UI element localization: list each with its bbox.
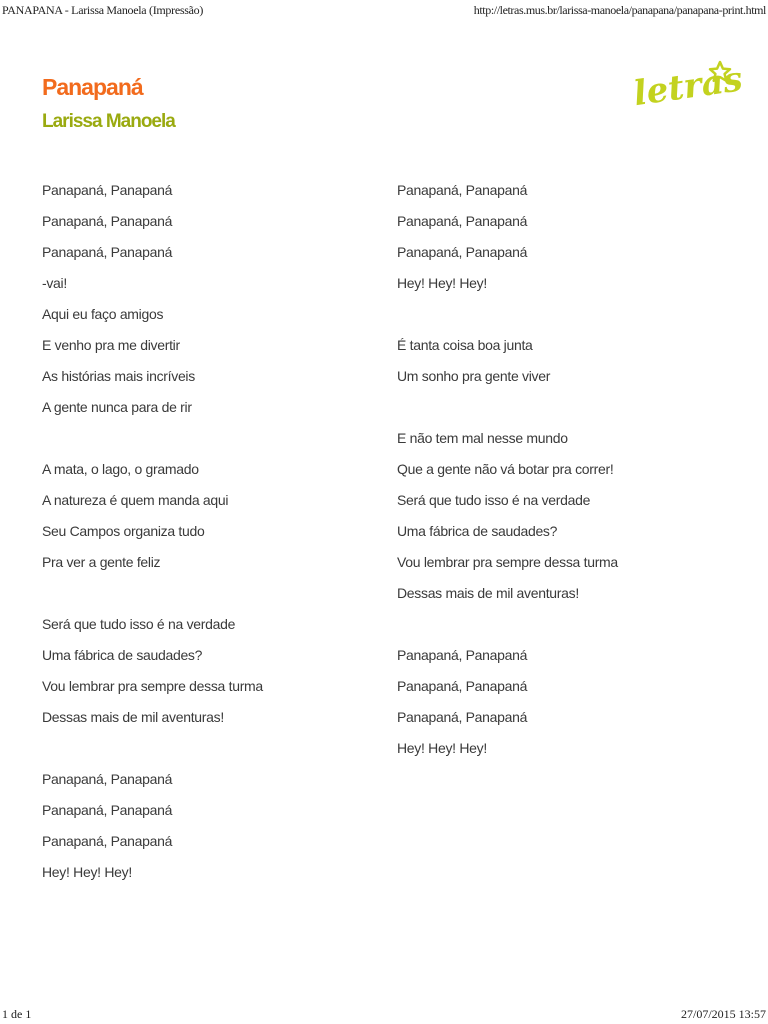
lyric-line: Panapaná, Panapaná [42, 771, 173, 787]
page-title: PANAPANA - Larissa Manoela (Impressão) [2, 3, 204, 17]
print-datetime: 27/07/2015 13:57 [680, 1007, 766, 1021]
lyric-line: -vai! [42, 275, 67, 291]
print-header [0, 0, 768, 20]
lyric-line: Um sonho pra gente viver [397, 368, 551, 384]
lyric-line: Panapaná, Panapaná [42, 802, 173, 818]
letras-logo [631, 52, 746, 115]
lyric-line: As histórias mais incríveis [42, 368, 195, 384]
lyric-line: Panapaná, Panapaná [397, 678, 528, 694]
lyrics-stanza [397, 640, 727, 764]
lyrics-stanza [397, 330, 727, 392]
lyric-line: Panapaná, Panapaná [397, 244, 528, 260]
lyrics-column-left [42, 175, 372, 919]
lyric-line: Hey! Hey! Hey! [397, 275, 487, 291]
logo-text: letras [631, 59, 746, 115]
lyric-line: Panapaná, Panapaná [397, 647, 528, 663]
lyric-line: Panapaná, Panapaná [42, 833, 173, 849]
lyric-line: E venho pra me divertir [42, 337, 180, 353]
page-url: http://letras.mus.br/larissa-manoela/panapana/panapana-print.html [473, 3, 766, 17]
lyric-line: A natureza é quem manda aqui [42, 492, 229, 508]
lyric-line: Que a gente não vá botar pra correr! [397, 461, 614, 477]
page-number: 1 de 1 [2, 1007, 32, 1021]
lyric-line: Vou lembrar pra sempre dessa turma [42, 678, 263, 694]
lyric-line: Vou lembrar pra sempre dessa turma [397, 554, 618, 570]
song-title: Panapaná [42, 74, 143, 100]
lyrics-column-right [397, 175, 727, 795]
lyric-line: Panapaná, Panapaná [397, 709, 528, 725]
lyric-line: Hey! Hey! Hey! [397, 740, 487, 756]
lyric-line: Panapaná, Panapaná [397, 182, 528, 198]
lyric-line: Dessas mais de mil aventuras! [397, 585, 579, 601]
lyric-line: Seu Campos organiza tudo [42, 523, 205, 539]
lyric-line: A mata, o lago, o gramado [42, 461, 199, 477]
lyric-line: Dessas mais de mil aventuras! [42, 709, 224, 725]
lyric-line: Panapaná, Panapaná [397, 213, 528, 229]
lyric-line: Uma fábrica de saudades? [42, 647, 203, 663]
lyric-line: E não tem mal nesse mundo [397, 430, 568, 446]
lyric-line: É tanta coisa boa junta [397, 337, 533, 353]
lyrics-stanza [397, 423, 727, 609]
lyric-line: Será que tudo isso é na verdade [42, 616, 236, 632]
lyrics-stanza [42, 609, 372, 733]
lyric-line: Hey! Hey! Hey! [42, 864, 132, 880]
lyric-line: Aqui eu faço amigos [42, 306, 164, 322]
lyric-line: Panapaná, Panapaná [42, 182, 173, 198]
lyric-line: Uma fábrica de saudades? [397, 523, 558, 539]
lyrics-stanza [397, 175, 727, 299]
lyrics-stanza [42, 454, 372, 578]
lyric-line: Será que tudo isso é na verdade [397, 492, 591, 508]
lyric-line: Panapaná, Panapaná [42, 244, 173, 260]
lyrics-stanza [42, 175, 372, 423]
lyric-line: Panapaná, Panapaná [42, 213, 173, 229]
artist-name: Larissa Manoela [42, 111, 175, 132]
lyric-line: A gente nunca para de rir [42, 399, 192, 415]
lyrics-stanza [42, 764, 372, 888]
print-footer [0, 1004, 768, 1024]
lyric-line: Pra ver a gente feliz [42, 554, 161, 570]
